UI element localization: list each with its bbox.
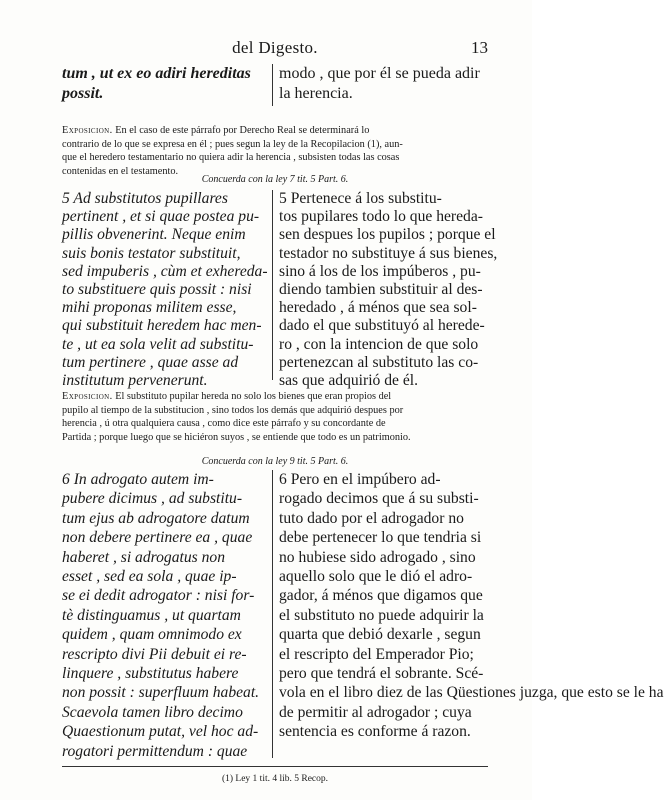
column-divider [272, 190, 273, 380]
spanish-line: el substituto no puede adquirir la [279, 606, 484, 624]
spanish-line: de permitir al adrogador ; cuya [279, 703, 472, 721]
exposicion-line [62, 124, 488, 138]
exposicion-line: herencia , ú otra qualquiera causa , como dice este párrafo y su concordante de [62, 418, 386, 429]
spanish-line: gador, á ménos que digamos que [279, 587, 483, 605]
latin-line: linquere , substitutus habere [62, 665, 239, 683]
footnote: (1) Ley 1 tit. 4 lib. 5 Recop. [221, 774, 329, 784]
spanish-column [279, 190, 498, 390]
running-header [62, 38, 488, 60]
spanish-line: 5 Pertenece á los substitu- [279, 190, 442, 207]
spanish-line: heredado , á ménos que sea sol- [279, 299, 477, 317]
exposicion-note [62, 390, 488, 444]
latin-column [62, 470, 262, 761]
exposicion-text: El substituto pupilar hereda no solo los bienes que eran propios del [115, 391, 392, 402]
continuation-block [62, 64, 488, 106]
latin-line: tè distinguamus , ut quartam [62, 606, 241, 624]
spanish-line: vola en el libro diez de las Qüestiones juzga, que esto se le ha [279, 684, 664, 702]
latin-line: te , ut ea sola velit ad substitu- [62, 335, 254, 353]
spanish-column [279, 64, 488, 104]
latin-column [62, 64, 262, 104]
latin-line: tum ejus ab adrogatore datum [62, 509, 250, 527]
concordance-note: Concuerda con la ley 7 tit. 5 Part. 6. [201, 174, 349, 185]
latin-line: pillis obvenerint. Neque enim [62, 226, 246, 244]
latin-line: tum pertinere , quae asse ad [62, 353, 239, 371]
latin-line: possit. [62, 85, 104, 102]
spanish-line: ro , con la intencion de que solo [279, 335, 479, 353]
exposicion-line: contenidas en el testamento. [62, 165, 179, 177]
latin-line: esset , sed ea sola , quae ip- [62, 568, 237, 586]
exposicion-label: Exposicion. [62, 391, 113, 402]
exposicion-note [62, 124, 488, 178]
spanish-line: no hubiese sido adrogado , sino [279, 548, 476, 566]
exposicion-text: En el caso de este párrafo por Derecho Real se determinará lo [115, 125, 370, 136]
latin-line: haberet , si adrogatus non [62, 548, 226, 566]
latin-line: mihi proponas militem esse, [62, 299, 237, 317]
concordance-note: Concuerda con la ley 9 tit. 5 Part. 6. [201, 456, 349, 467]
spanish-line: tos pupilares todo lo que hereda- [279, 208, 483, 226]
exposicion-line: que el heredero testamentario no quiera adir la herencia , subsisten todas las cosas [62, 152, 400, 163]
spanish-line: el rescripto del Emperador Pio; [279, 645, 474, 663]
spanish-line: pero que tendrá el sobrante. Scé- [279, 665, 484, 683]
latin-line: se ei dedit adrogator : nisi for- [62, 587, 255, 605]
page-number: 13 [471, 38, 488, 57]
column-divider [272, 64, 273, 106]
spanish-line: tuto dado por el adrogador no [279, 509, 464, 527]
spanish-line: testador no substituye á sus bienes, [279, 244, 498, 262]
exposicion-label: Exposicion. [62, 125, 113, 136]
page-header-title: del Digesto. [232, 38, 318, 57]
latin-line: tum , ut ex eo adiri hereditas [62, 65, 251, 82]
spanish-line: 6 Pero en el impúbero ad- [279, 471, 441, 488]
latin-line: non debere pertinere ea , quae [62, 529, 253, 547]
spanish-line: dado el que substituyó al herede- [279, 317, 485, 335]
latin-line: 5 Ad substitutos pupillares [62, 190, 228, 207]
spanish-line: diendo tambien substituir al des- [279, 281, 483, 299]
latin-line: rescripto divi Pii debuit ei re- [62, 645, 247, 663]
latin-line: institutum pervenerunt. [62, 372, 208, 390]
paragraph-6-block [62, 470, 664, 760]
footnote-rule [62, 766, 488, 767]
latin-line: sed impuberis , cùm et exhereda- [62, 262, 268, 280]
spanish-line: debe pertenecer lo que tendria si [279, 529, 482, 547]
latin-line: qui substituit heredem hac men- [62, 317, 262, 335]
exposicion-line: contrario de lo que se expresa en él ; pues segun la ley de la Recopilacion (1), aun- [62, 138, 403, 150]
spanish-line: la herencia. [279, 85, 353, 102]
latin-line: Quaestionum putat, vel hoc ad- [62, 723, 259, 741]
latin-line: non possit : superfluum habeat. [62, 684, 260, 702]
latin-line: Scaevola tamen libro decimo [62, 703, 243, 721]
spanish-line: sas que adquirió de él. [279, 372, 419, 390]
spanish-line: aquello solo que le dió el adro- [279, 568, 473, 586]
spanish-line: quarta que debió dexarle , segun [279, 626, 481, 644]
latin-column [62, 190, 268, 390]
paragraph-5-block [62, 190, 498, 390]
latin-line: to substituere quis possit : nisi [62, 281, 252, 299]
spanish-line: rogado decimos que á su substi- [279, 490, 479, 508]
latin-line: rogatori permittendum : quae [62, 742, 248, 760]
exposicion-line: Partida ; porque luego que se hiciéron suyos , se entiende que todo es un patrimonio. [62, 431, 411, 443]
exposicion-line: pupilo al tiempo de la substitucion , sino todos los demás que adquirió despues por [62, 404, 404, 416]
spanish-column [279, 470, 664, 742]
spanish-line: sentencia es conforme á razon. [279, 723, 471, 741]
exposicion-line [62, 390, 488, 404]
spanish-line: sino á los de los impúberos , pu- [279, 262, 481, 280]
spanish-line: sen despues los pupilos ; porque el [279, 226, 496, 244]
latin-line: quidem , quam omnimodo ex [62, 626, 242, 644]
latin-line: 6 In adrogato autem im- [62, 471, 214, 488]
latin-line: pubere dicimus , ad substitu- [62, 490, 243, 508]
latin-line: pertinent , et si quae postea pu- [62, 208, 260, 226]
spanish-line: modo , que por él se pueda adir [279, 65, 480, 82]
latin-line: suis bonis testator substituit, [62, 244, 241, 262]
column-divider [272, 470, 273, 758]
spanish-line: pertenezcan al substituto las co- [279, 353, 479, 371]
